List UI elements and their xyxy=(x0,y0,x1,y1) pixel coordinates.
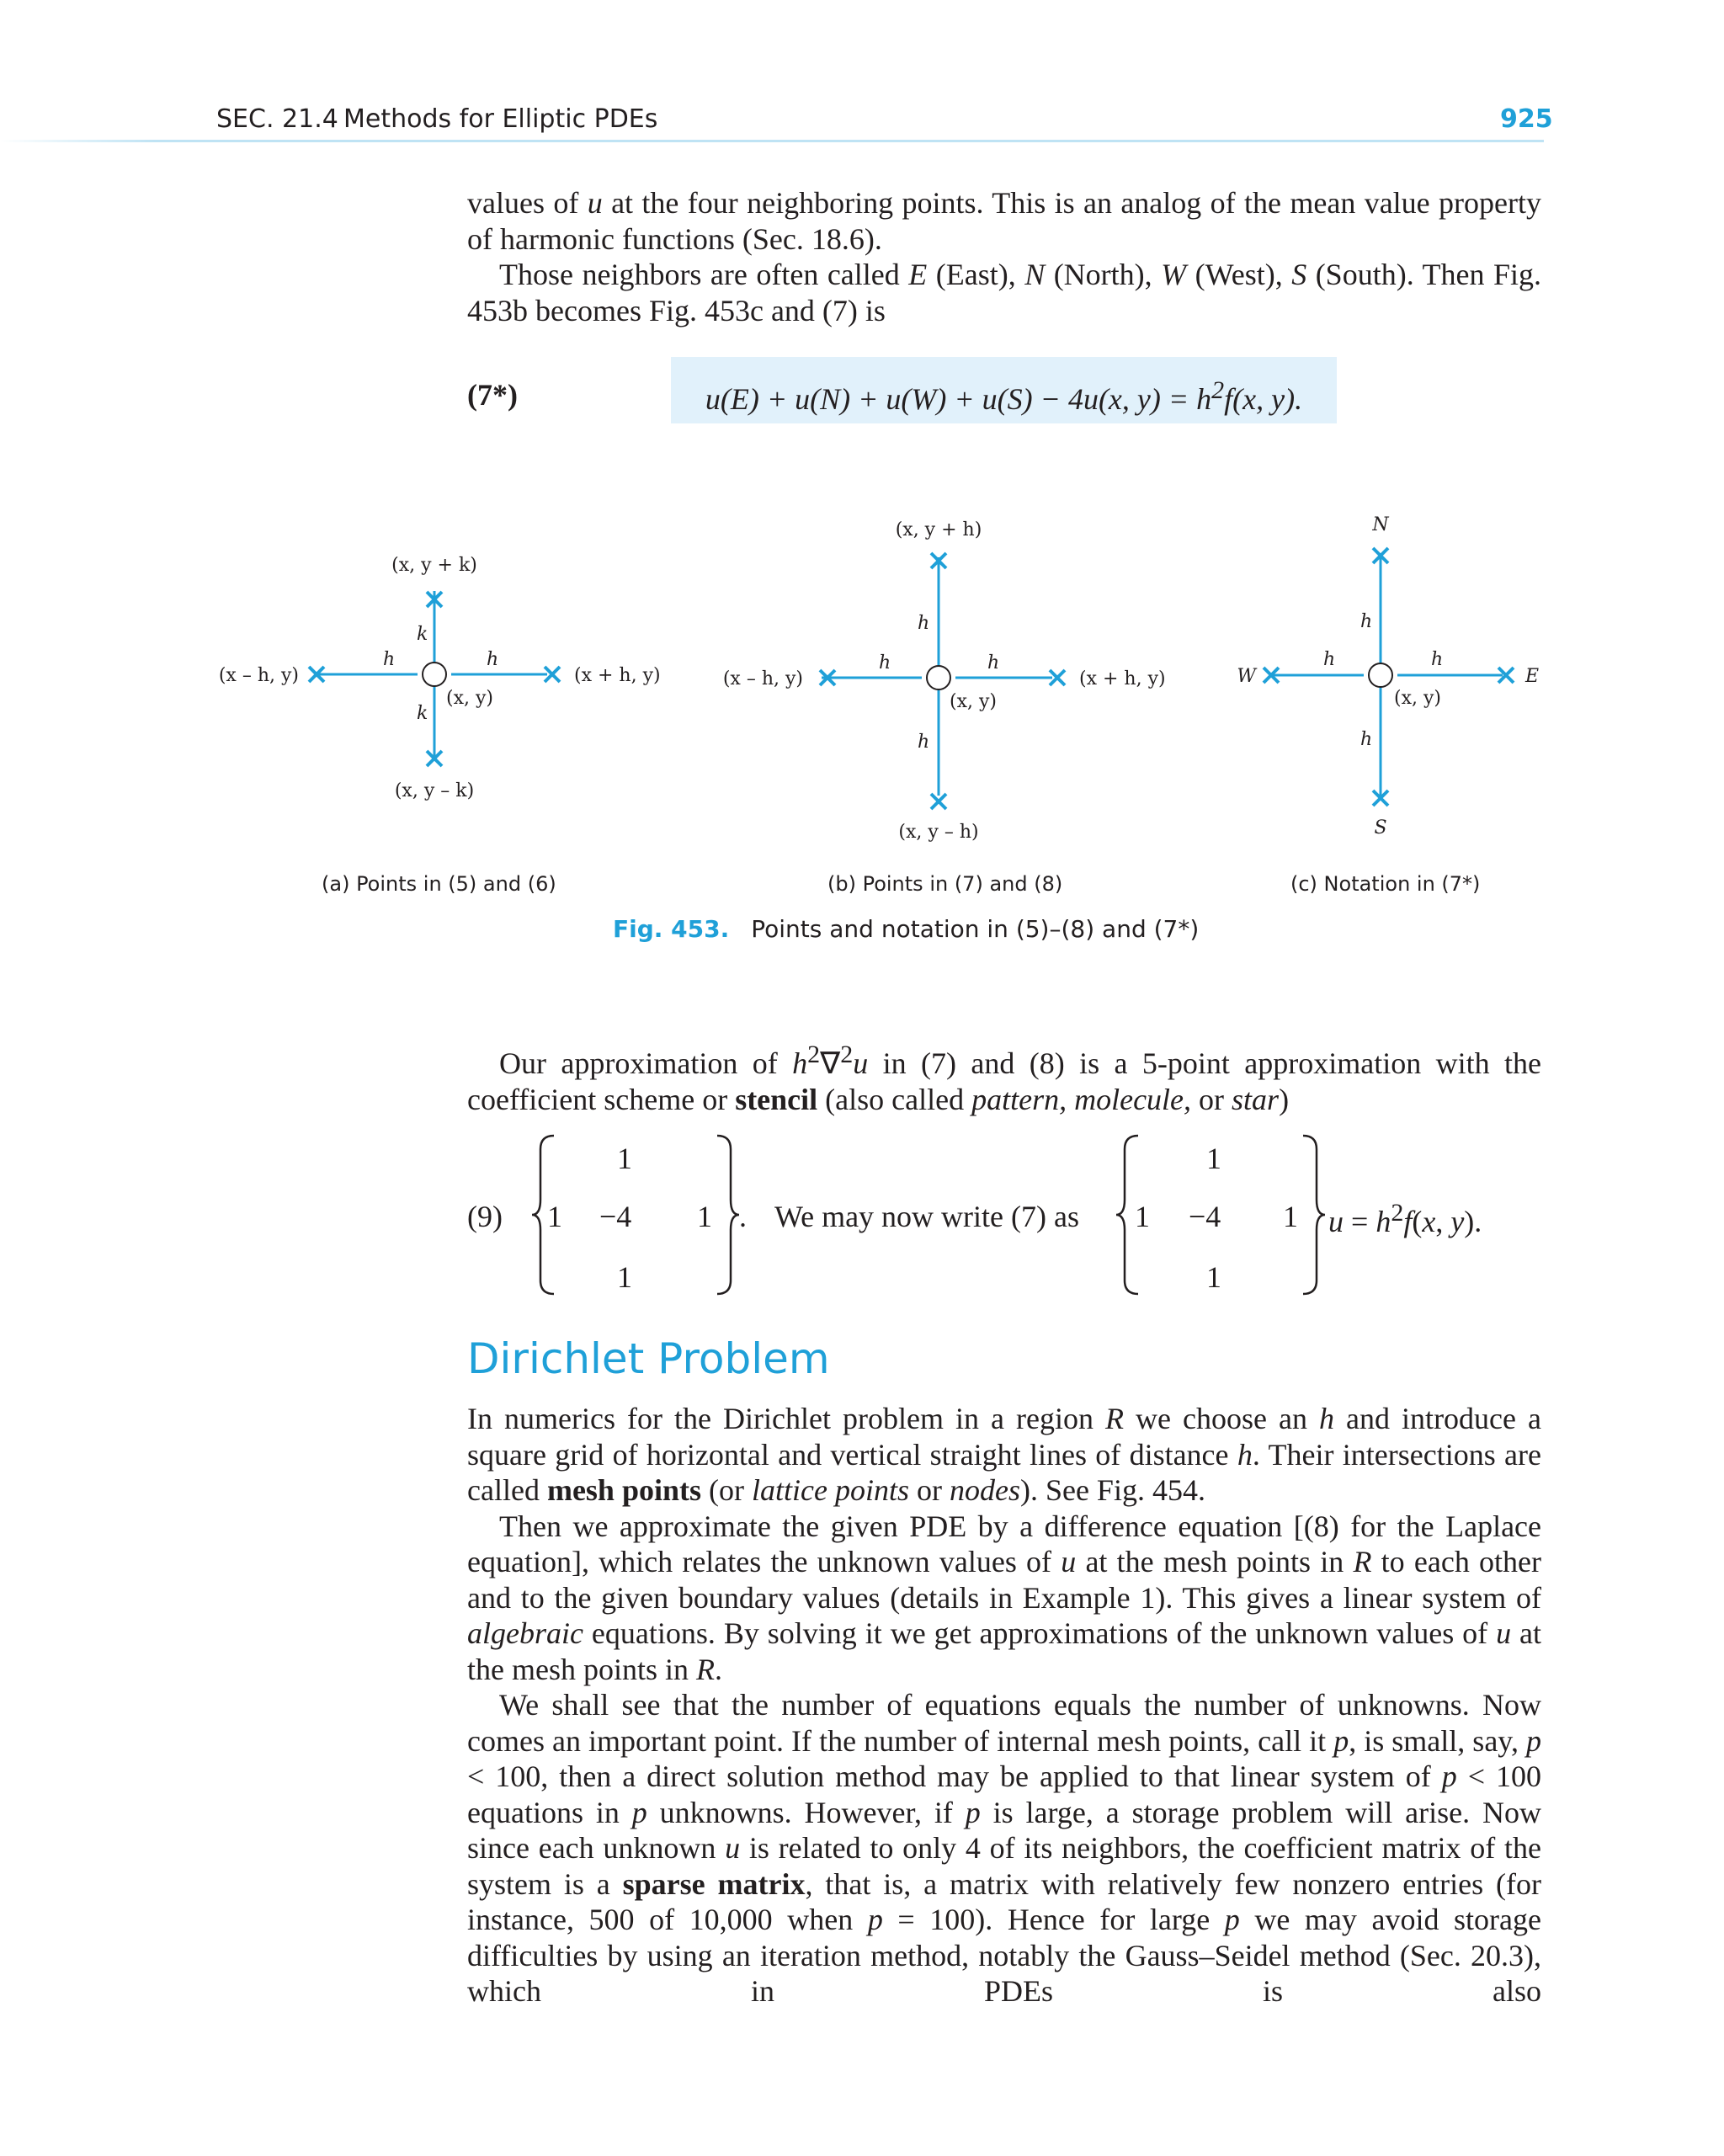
label-bottom: (x, y – h) xyxy=(898,822,979,843)
label-top: (x, y + k) xyxy=(391,555,477,576)
caption-panel-a: (a) Points in (5) and (6) xyxy=(322,872,556,896)
stencil-label: (9) xyxy=(467,1200,503,1233)
label-east: E xyxy=(1525,666,1540,687)
stencil-top: 1 xyxy=(617,1142,632,1175)
caption-panel-c: (c) Notation in (7*) xyxy=(1290,872,1481,896)
stencil-connector: We may now write (7) as xyxy=(774,1200,1079,1233)
stencil2-middle-right: 1 xyxy=(1283,1200,1298,1233)
running-header-section: SEC. 21.4 xyxy=(216,104,338,134)
figure-number: Fig. 453. xyxy=(613,915,730,943)
label-center: (x, y) xyxy=(446,688,493,709)
label-h-left: h xyxy=(383,649,396,670)
paragraph-1: values of u at the four neighboring points. This is an analog of the mean value property of harmonic functions (Sec. 18.6). xyxy=(467,186,1541,256)
label-h-top: h xyxy=(1360,611,1373,632)
right-brace-1 xyxy=(709,1132,742,1297)
paragraph-4: In numerics for the Dirichlet problem in a region R we choose an h and introduce a square grid of horizontal and vertical straight lines of distance h. Their intersections are called mesh points (or lattice points or nodes). See Fig. 454. xyxy=(467,1402,1542,1507)
section-title: Dirichlet Problem xyxy=(467,1334,830,1383)
label-h-left: h xyxy=(879,652,891,673)
label-right: (x + h, y) xyxy=(1079,668,1166,689)
stencil2-middle-center: −4 xyxy=(1189,1200,1221,1233)
label-k-top: k xyxy=(417,624,428,645)
stencil-middle-right: 1 xyxy=(697,1200,712,1233)
stencil-middle-center: −4 xyxy=(599,1200,632,1233)
stencil-bottom: 1 xyxy=(617,1260,632,1294)
label-h-bottom: h xyxy=(1360,729,1373,750)
label-right: (x + h, y) xyxy=(574,665,661,686)
label-center: (x, y) xyxy=(1394,688,1441,709)
paragraph-5: Then we approximate the given PDE by a difference equation [(8) for the Laplace equation], which relates the unknown values of u at the mesh points in R to each other and to the given boundary values (details in Example 1). This gives a linear system of algebraic equations. By solving it we get approximations of the unknown values of u at the mesh points in R. xyxy=(467,1509,1542,1686)
figure-panel-c xyxy=(1204,497,1557,850)
label-h-right: h xyxy=(1431,649,1444,670)
stencil-rhs: $u = h^2f(x$, y). xyxy=(1328,1199,1482,1238)
label-h-right: h xyxy=(987,652,1000,673)
figure-panel-a xyxy=(210,497,682,833)
label-k-bottom: k xyxy=(417,703,428,724)
figure-caption xyxy=(613,915,1199,943)
intro-text xyxy=(467,185,1541,328)
paragraph-3: Our approximation of $h^2\nabla^2u$ in (7) and (8) is a 5-point approximation with the coefficient scheme or stencil (also called pattern, molecule, or star) xyxy=(467,1041,1541,1116)
page-number: 925 xyxy=(1500,104,1553,134)
label-bottom: (x, y – k) xyxy=(394,780,475,801)
right-brace-2 xyxy=(1295,1132,1328,1297)
label-h-right: h xyxy=(487,649,499,670)
caption-panel-b: (b) Points in (7) and (8) xyxy=(827,872,1063,896)
equation-label: (7*) xyxy=(467,378,518,412)
label-left: (x – h, y) xyxy=(722,668,803,689)
label-center: (x, y) xyxy=(950,691,997,712)
label-h-top: h xyxy=(918,613,930,634)
label-top: (x, y + h) xyxy=(895,519,982,540)
running-header-title: Methods for Elliptic PDEs xyxy=(343,104,658,134)
stencil2-middle-left: 1 xyxy=(1135,1200,1150,1233)
figure-panel-b xyxy=(716,497,1187,850)
dirichlet-text xyxy=(467,1401,1541,2010)
stencil2-top: 1 xyxy=(1206,1142,1221,1175)
figure-caption-text: Points and notation in (5)–(8) and (7*) xyxy=(751,915,1200,943)
stencil-middle-left: 1 xyxy=(547,1200,562,1233)
paragraph-6: We shall see that the number of equations equals the number of unknowns. Now comes an important point. If the number of internal mesh points, call it p, is small, say, p < 100, then a direct solution method may be applied to that linear system of p < 100 equations in p unknowns. However, if p is large, a storage problem will arise. Now since each unknown u is related to only 4 of its neighbors, the coefficient matrix of the system is a sparse matrix, that is, a matrix with relatively few nonzero entries (for instance, 500 of 10,000 when p = 100). Hence for large p we may avoid storage difficulties by using an iteration method, notably the Gauss–Seidel method (Sec. 20.3), which in PDEs is also xyxy=(467,1688,1542,2008)
label-h-left: h xyxy=(1323,649,1336,670)
label-left: (x – h, y) xyxy=(218,665,299,686)
label-west: W xyxy=(1237,666,1256,687)
stencil2-bottom: 1 xyxy=(1206,1260,1221,1294)
label-h-bottom: h xyxy=(918,732,930,753)
stencil-intro xyxy=(467,1037,1541,1117)
header-rule xyxy=(0,140,1544,142)
paragraph-2: Those neighbors are often called E (East), N (North), W (West), S (South). Then Fig. 453b becomes Fig. 453c and (7) is xyxy=(467,258,1542,327)
label-north: N xyxy=(1372,514,1389,535)
stencil-period: . xyxy=(739,1200,747,1233)
equation-7star: u(E) + u(N) + u(W) + u(S) − 4u(x, $y) = h^2f(x$, y). xyxy=(671,357,1337,423)
label-south: S xyxy=(1374,817,1387,838)
